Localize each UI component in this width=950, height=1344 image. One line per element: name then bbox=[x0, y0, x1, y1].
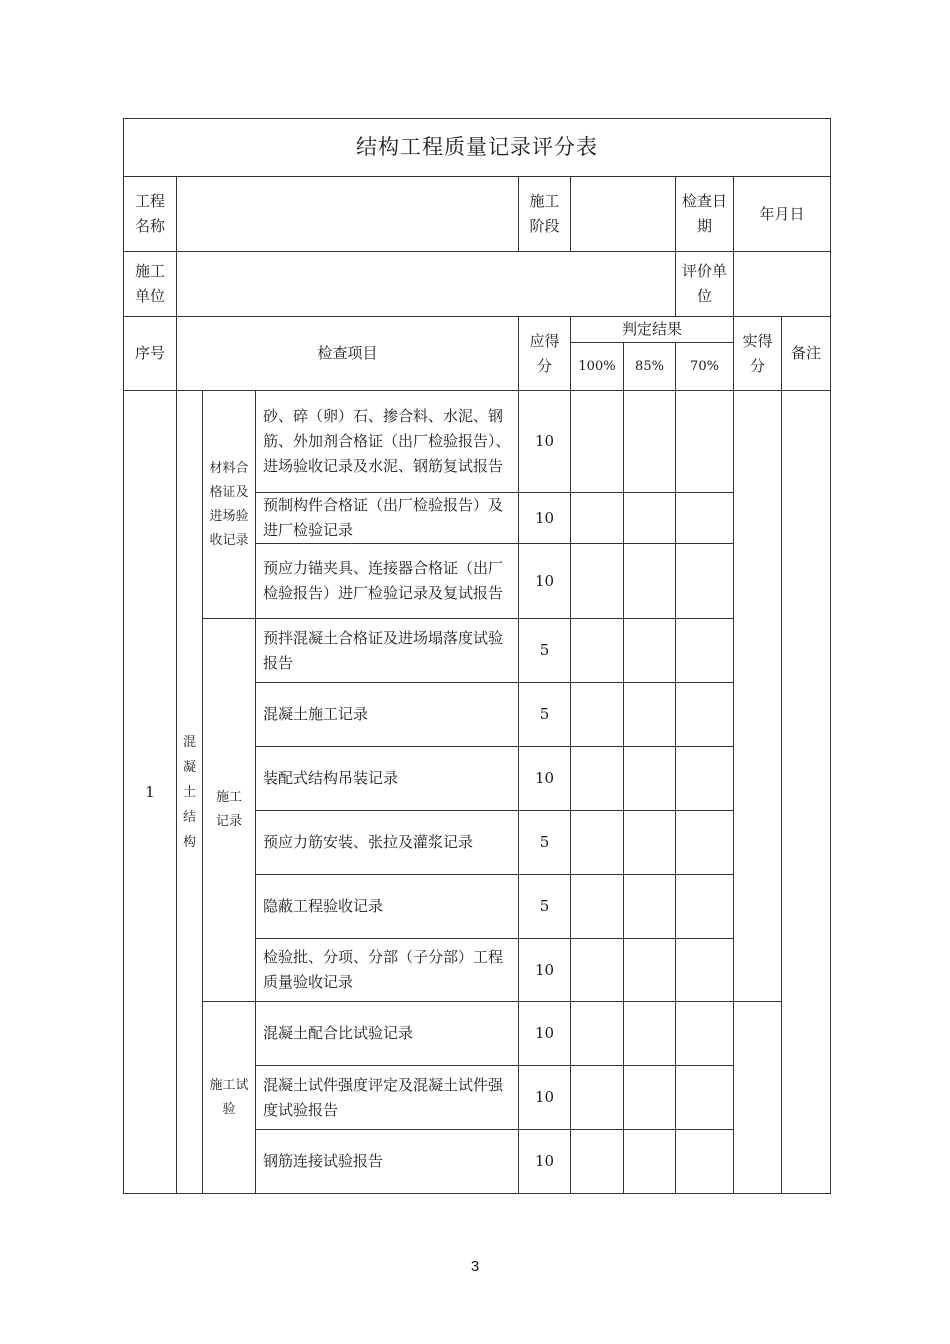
col-judgement-header: 判定结果 bbox=[571, 317, 734, 343]
cell-pct-85 bbox=[624, 619, 676, 683]
item-score: 10 bbox=[519, 1066, 571, 1130]
item-score: 10 bbox=[519, 1130, 571, 1194]
evaluation-unit-value bbox=[734, 252, 831, 317]
table-title: 结构工程质量记录评分表 bbox=[124, 119, 831, 177]
table-row: 混凝土试件强度评定及混凝土试件强度试验报告 bbox=[256, 1066, 519, 1130]
col-score-header: 应得 分 bbox=[519, 317, 571, 391]
table-row: 装配式结构吊装记录 bbox=[256, 747, 519, 811]
col-pct-70: 70% bbox=[676, 343, 734, 391]
table-row: 预制构件合格证（出厂检验报告）及进厂检验记录 bbox=[256, 493, 519, 544]
item-score: 5 bbox=[519, 619, 571, 683]
cell-pct-100 bbox=[571, 1066, 624, 1130]
item-score: 5 bbox=[519, 875, 571, 939]
cell-pct-100 bbox=[571, 683, 624, 747]
construction-stage-label: 施工 阶段 bbox=[519, 177, 571, 252]
cell-pct-85 bbox=[624, 811, 676, 875]
cell-pct-85 bbox=[624, 1066, 676, 1130]
table-row: 砂、碎（卵）石、掺合料、水泥、钢筋、外加剂合格证（出厂检验报告）、进场验收记录及水泥、钢筋复试报告 bbox=[256, 391, 519, 493]
evaluation-unit-label: 评价单 位 bbox=[676, 252, 734, 317]
cell-pct-85 bbox=[624, 1130, 676, 1194]
section-category: 混 凝 土 结 构 bbox=[177, 391, 203, 1194]
item-score: 5 bbox=[519, 683, 571, 747]
col-pct-85: 85% bbox=[624, 343, 676, 391]
item-score: 10 bbox=[519, 1002, 571, 1066]
table-row: 钢筋连接试验报告 bbox=[256, 1130, 519, 1194]
cell-pct-70 bbox=[676, 619, 734, 683]
cell-pct-70 bbox=[676, 939, 734, 1002]
cell-pct-85 bbox=[624, 939, 676, 1002]
cell-pct-85 bbox=[624, 747, 676, 811]
project-name-value bbox=[177, 177, 519, 252]
table-row: 预拌混凝土合格证及进场塌落度试验报告 bbox=[256, 619, 519, 683]
cell-pct-70 bbox=[676, 875, 734, 939]
item-score: 5 bbox=[519, 811, 571, 875]
col-item-header: 检查项目 bbox=[177, 317, 519, 391]
cell-pct-70 bbox=[676, 544, 734, 619]
cell-pct-85 bbox=[624, 493, 676, 544]
construction-unit-value bbox=[177, 252, 676, 317]
cell-pct-100 bbox=[571, 1130, 624, 1194]
cell-pct-100 bbox=[571, 1002, 624, 1066]
table-row: 混凝土配合比试验记录 bbox=[256, 1002, 519, 1066]
cell-pct-100 bbox=[571, 811, 624, 875]
group-name: 施工 记录 bbox=[203, 619, 256, 1002]
score-table bbox=[123, 118, 831, 1194]
cell-pct-100 bbox=[571, 493, 624, 544]
cell-pct-100 bbox=[571, 939, 624, 1002]
cell-pct-85 bbox=[624, 1002, 676, 1066]
col-remark-header: 备注 bbox=[782, 317, 831, 391]
item-score: 10 bbox=[519, 493, 571, 544]
project-name-label: 工程 名称 bbox=[124, 177, 177, 252]
cell-pct-100 bbox=[571, 875, 624, 939]
actual-score-cell bbox=[734, 391, 782, 1002]
col-pct-100: 100% bbox=[571, 343, 624, 391]
cell-pct-70 bbox=[676, 811, 734, 875]
cell-pct-85 bbox=[624, 391, 676, 493]
cell-pct-70 bbox=[676, 493, 734, 544]
cell-pct-70 bbox=[676, 1002, 734, 1066]
cell-pct-100 bbox=[571, 391, 624, 493]
item-score: 10 bbox=[519, 544, 571, 619]
cell-pct-100 bbox=[571, 544, 624, 619]
table-row: 检验批、分项、分部（子分部）工程质量验收记录 bbox=[256, 939, 519, 1002]
page-number: 3 bbox=[470, 1258, 480, 1275]
cell-pct-100 bbox=[571, 747, 624, 811]
col-actual-header: 实得 分 bbox=[734, 317, 782, 391]
section-seq: 1 bbox=[124, 391, 177, 1194]
table-row: 混凝土施工记录 bbox=[256, 683, 519, 747]
cell-pct-70 bbox=[676, 391, 734, 493]
table-row: 隐蔽工程验收记录 bbox=[256, 875, 519, 939]
inspection-date-value: 年月日 bbox=[734, 177, 831, 252]
item-score: 10 bbox=[519, 939, 571, 1002]
cell-pct-70 bbox=[676, 1130, 734, 1194]
cell-pct-85 bbox=[624, 544, 676, 619]
cell-pct-85 bbox=[624, 875, 676, 939]
item-score: 10 bbox=[519, 391, 571, 493]
construction-unit-label: 施工 单位 bbox=[124, 252, 177, 317]
table-row: 预应力锚夹具、连接器合格证（出厂检验报告）进厂检验记录及复试报告 bbox=[256, 544, 519, 619]
cell-pct-70 bbox=[676, 683, 734, 747]
item-score: 10 bbox=[519, 747, 571, 811]
group-name: 施工试 验 bbox=[203, 1002, 256, 1194]
actual-score-cell bbox=[734, 1002, 782, 1194]
cell-pct-70 bbox=[676, 747, 734, 811]
remark-cell bbox=[782, 391, 831, 1194]
table-row: 预应力筋安装、张拉及灌浆记录 bbox=[256, 811, 519, 875]
inspection-date-label: 检查日 期 bbox=[676, 177, 734, 252]
construction-stage-value bbox=[571, 177, 676, 252]
group-name: 材料合 格证及 进场验 收记录 bbox=[203, 391, 256, 619]
cell-pct-100 bbox=[571, 619, 624, 683]
cell-pct-70 bbox=[676, 1066, 734, 1130]
cell-pct-85 bbox=[624, 683, 676, 747]
col-seq-header: 序号 bbox=[124, 317, 177, 391]
